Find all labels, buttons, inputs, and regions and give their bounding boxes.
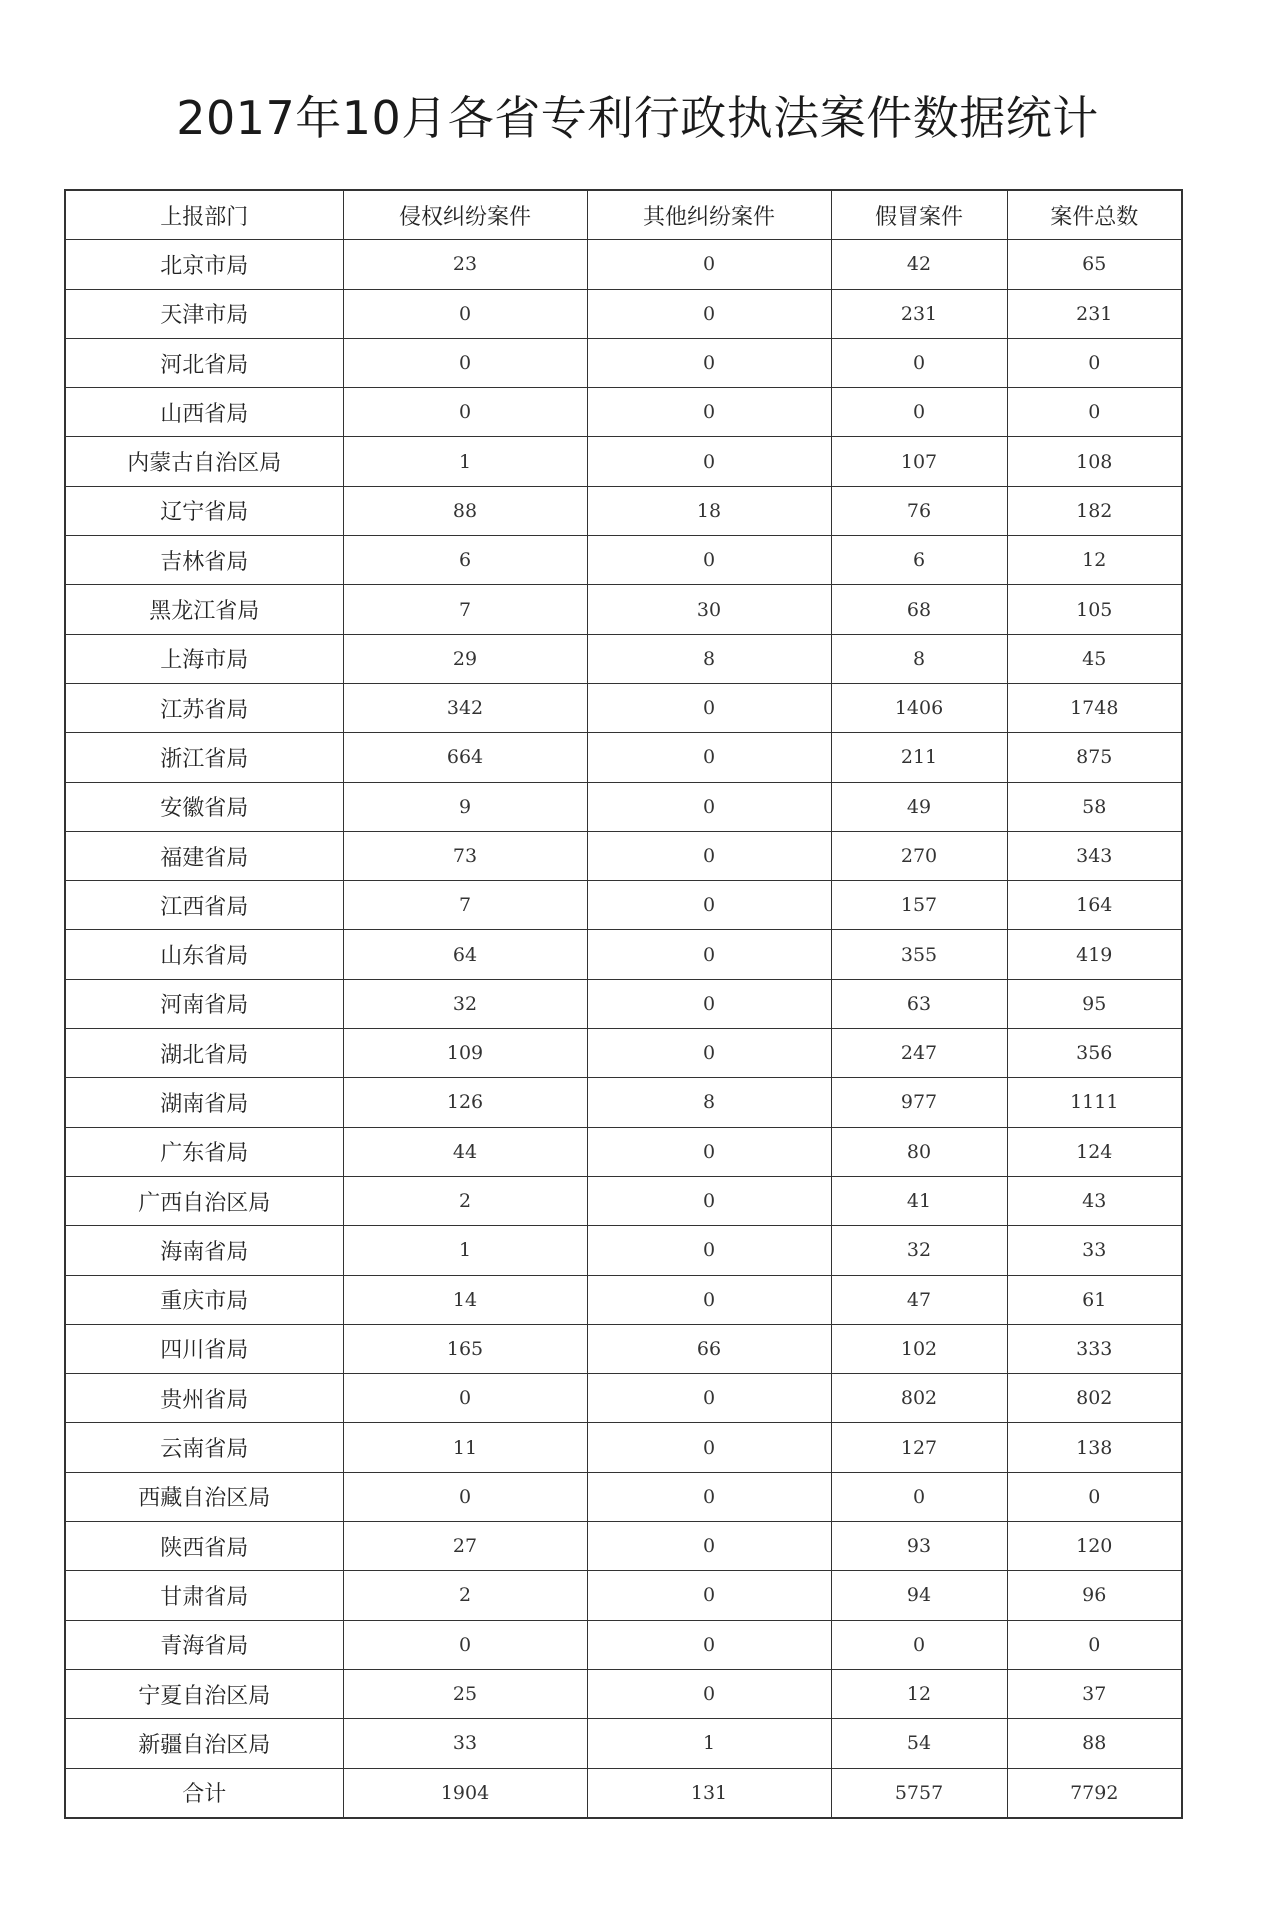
- other-dispute-cell: 66: [587, 1324, 831, 1373]
- table-row: [65, 1719, 1182, 1768]
- table-row: [65, 1275, 1182, 1324]
- counterfeit-cell: 802: [831, 1374, 1007, 1423]
- counterfeit-cell: 42: [831, 240, 1007, 289]
- other-dispute-cell: 0: [587, 1176, 831, 1225]
- table-row: [65, 634, 1182, 683]
- total-cell: 0: [1007, 1472, 1182, 1521]
- table-row: [65, 388, 1182, 437]
- other-dispute-cell: 8: [587, 634, 831, 683]
- department-cell: 上海市局: [65, 634, 343, 683]
- infringement-cell: 0: [343, 338, 587, 387]
- table-row: [65, 1324, 1182, 1373]
- total-cell: 0: [1007, 388, 1182, 437]
- table-row: [65, 1522, 1182, 1571]
- other-dispute-cell: 18: [587, 486, 831, 535]
- infringement-cell: 33: [343, 1719, 587, 1768]
- counterfeit-cell: 0: [831, 1620, 1007, 1669]
- header-total-cases: 案件总数: [1007, 190, 1182, 240]
- department-cell: 海南省局: [65, 1226, 343, 1275]
- stats-table: [64, 189, 1183, 1819]
- table-row: [65, 486, 1182, 535]
- total-cell: 138: [1007, 1423, 1182, 1472]
- department-cell: 吉林省局: [65, 536, 343, 585]
- total-cell: 1748: [1007, 683, 1182, 732]
- total-cell: 1111: [1007, 1078, 1182, 1127]
- counterfeit-cell: 0: [831, 338, 1007, 387]
- other-dispute-cell: 0: [587, 1472, 831, 1521]
- total-cell: 65: [1007, 240, 1182, 289]
- department-cell: 湖南省局: [65, 1078, 343, 1127]
- total-cell: 0: [1007, 1620, 1182, 1669]
- total-cell: 182: [1007, 486, 1182, 535]
- infringement-cell: 0: [343, 1374, 587, 1423]
- total-cell: 12: [1007, 536, 1182, 585]
- department-cell: 黑龙江省局: [65, 585, 343, 634]
- table-header-row: [65, 190, 1182, 240]
- department-cell: 江西省局: [65, 881, 343, 930]
- total-cell: 95: [1007, 979, 1182, 1028]
- infringement-cell: 25: [343, 1669, 587, 1718]
- counterfeit-cell: 1406: [831, 683, 1007, 732]
- counterfeit-cell: 107: [831, 437, 1007, 486]
- infringement-cell: 32: [343, 979, 587, 1028]
- other-dispute-cell: 0: [587, 1029, 831, 1078]
- other-dispute-cell: 0: [587, 881, 831, 930]
- other-dispute-cell: 0: [587, 240, 831, 289]
- other-dispute-cell: 0: [587, 1522, 831, 1571]
- infringement-cell: 126: [343, 1078, 587, 1127]
- counterfeit-cell: 355: [831, 930, 1007, 979]
- other-dispute-cell: 0: [587, 338, 831, 387]
- department-cell: 广东省局: [65, 1127, 343, 1176]
- other-dispute-cell: 0: [587, 1620, 831, 1669]
- total-cell: 96: [1007, 1571, 1182, 1620]
- table-row: [65, 1669, 1182, 1718]
- other-dispute-cell: 0: [587, 437, 831, 486]
- counterfeit-cell: 68: [831, 585, 1007, 634]
- total-cell: 231: [1007, 289, 1182, 338]
- department-cell: 青海省局: [65, 1620, 343, 1669]
- infringement-cell: 14: [343, 1275, 587, 1324]
- table-row: [65, 536, 1182, 585]
- department-cell: 合计: [65, 1768, 343, 1818]
- infringement-cell: 64: [343, 930, 587, 979]
- other-dispute-cell: 0: [587, 831, 831, 880]
- other-dispute-cell: 0: [587, 1423, 831, 1472]
- infringement-cell: 27: [343, 1522, 587, 1571]
- other-dispute-cell: 1: [587, 1719, 831, 1768]
- total-cell: 164: [1007, 881, 1182, 930]
- table-row: [65, 782, 1182, 831]
- department-cell: 贵州省局: [65, 1374, 343, 1423]
- counterfeit-cell: 0: [831, 1472, 1007, 1521]
- counterfeit-cell: 247: [831, 1029, 1007, 1078]
- department-cell: 宁夏自治区局: [65, 1669, 343, 1718]
- department-cell: 江苏省局: [65, 683, 343, 732]
- infringement-cell: 9: [343, 782, 587, 831]
- counterfeit-cell: 127: [831, 1423, 1007, 1472]
- table-row: [65, 1571, 1182, 1620]
- infringement-cell: 1: [343, 1226, 587, 1275]
- table-row: [65, 979, 1182, 1028]
- table-row: [65, 1620, 1182, 1669]
- infringement-cell: 0: [343, 388, 587, 437]
- table-row: [65, 1176, 1182, 1225]
- table-row: [65, 585, 1182, 634]
- department-cell: 西藏自治区局: [65, 1472, 343, 1521]
- table-row: [65, 881, 1182, 930]
- infringement-cell: 6: [343, 536, 587, 585]
- counterfeit-cell: 54: [831, 1719, 1007, 1768]
- other-dispute-cell: 30: [587, 585, 831, 634]
- counterfeit-cell: 157: [831, 881, 1007, 930]
- page-title: 2017年10月各省专利行政执法案件数据统计: [176, 91, 1099, 145]
- table-row: [65, 1374, 1182, 1423]
- total-cell: 419: [1007, 930, 1182, 979]
- infringement-cell: 1: [343, 437, 587, 486]
- infringement-cell: 0: [343, 1472, 587, 1521]
- table-row: [65, 831, 1182, 880]
- department-cell: 河南省局: [65, 979, 343, 1028]
- department-cell: 辽宁省局: [65, 486, 343, 535]
- infringement-cell: 2: [343, 1176, 587, 1225]
- table-row: [65, 1423, 1182, 1472]
- table-row: [65, 437, 1182, 486]
- table-row: [65, 338, 1182, 387]
- other-dispute-cell: 0: [587, 1275, 831, 1324]
- table-row: [65, 1472, 1182, 1521]
- counterfeit-cell: 49: [831, 782, 1007, 831]
- total-cell: 61: [1007, 1275, 1182, 1324]
- infringement-cell: 29: [343, 634, 587, 683]
- department-cell: 广西自治区局: [65, 1176, 343, 1225]
- table-row: [65, 733, 1182, 782]
- total-cell: 124: [1007, 1127, 1182, 1176]
- department-cell: 河北省局: [65, 338, 343, 387]
- infringement-cell: 1904: [343, 1768, 587, 1818]
- table-body: [65, 240, 1182, 1818]
- department-cell: 北京市局: [65, 240, 343, 289]
- infringement-cell: 73: [343, 831, 587, 880]
- header-infringement-cases: 侵权纠纷案件: [343, 190, 587, 240]
- department-cell: 天津市局: [65, 289, 343, 338]
- table-row: [65, 289, 1182, 338]
- other-dispute-cell: 0: [587, 683, 831, 732]
- total-cell: 88: [1007, 1719, 1182, 1768]
- header-department: 上报部门: [65, 190, 343, 240]
- other-dispute-cell: 0: [587, 1127, 831, 1176]
- department-cell: 四川省局: [65, 1324, 343, 1373]
- total-cell: 37: [1007, 1669, 1182, 1718]
- counterfeit-cell: 47: [831, 1275, 1007, 1324]
- infringement-cell: 7: [343, 585, 587, 634]
- infringement-cell: 88: [343, 486, 587, 535]
- department-cell: 山西省局: [65, 388, 343, 437]
- department-cell: 福建省局: [65, 831, 343, 880]
- total-cell: 875: [1007, 733, 1182, 782]
- infringement-cell: 342: [343, 683, 587, 732]
- total-cell: 356: [1007, 1029, 1182, 1078]
- total-cell: 802: [1007, 1374, 1182, 1423]
- infringement-cell: 7: [343, 881, 587, 930]
- total-cell: 43: [1007, 1176, 1182, 1225]
- department-cell: 陕西省局: [65, 1522, 343, 1571]
- other-dispute-cell: 0: [587, 733, 831, 782]
- other-dispute-cell: 0: [587, 1669, 831, 1718]
- other-dispute-cell: 8: [587, 1078, 831, 1127]
- counterfeit-cell: 977: [831, 1078, 1007, 1127]
- table-row: [65, 930, 1182, 979]
- other-dispute-cell: 0: [587, 1571, 831, 1620]
- counterfeit-cell: 32: [831, 1226, 1007, 1275]
- infringement-cell: 0: [343, 289, 587, 338]
- header-counterfeit-cases: 假冒案件: [831, 190, 1007, 240]
- department-cell: 云南省局: [65, 1423, 343, 1472]
- department-cell: 内蒙古自治区局: [65, 437, 343, 486]
- total-cell: 120: [1007, 1522, 1182, 1571]
- department-cell: 甘肃省局: [65, 1571, 343, 1620]
- counterfeit-cell: 5757: [831, 1768, 1007, 1818]
- department-cell: 新疆自治区局: [65, 1719, 343, 1768]
- counterfeit-cell: 12: [831, 1669, 1007, 1718]
- infringement-cell: 165: [343, 1324, 587, 1373]
- counterfeit-cell: 93: [831, 1522, 1007, 1571]
- other-dispute-cell: 0: [587, 782, 831, 831]
- department-cell: 重庆市局: [65, 1275, 343, 1324]
- counterfeit-cell: 231: [831, 289, 1007, 338]
- total-cell: 108: [1007, 437, 1182, 486]
- other-dispute-cell: 0: [587, 289, 831, 338]
- counterfeit-cell: 80: [831, 1127, 1007, 1176]
- counterfeit-cell: 102: [831, 1324, 1007, 1373]
- other-dispute-cell: 0: [587, 536, 831, 585]
- table-total-row: [65, 1768, 1182, 1818]
- counterfeit-cell: 0: [831, 388, 1007, 437]
- total-cell: 33: [1007, 1226, 1182, 1275]
- table-row: [65, 240, 1182, 289]
- infringement-cell: 44: [343, 1127, 587, 1176]
- table-row: [65, 1226, 1182, 1275]
- infringement-cell: 664: [343, 733, 587, 782]
- other-dispute-cell: 0: [587, 388, 831, 437]
- other-dispute-cell: 131: [587, 1768, 831, 1818]
- total-cell: 58: [1007, 782, 1182, 831]
- table-row: [65, 1078, 1182, 1127]
- other-dispute-cell: 0: [587, 1374, 831, 1423]
- counterfeit-cell: 6: [831, 536, 1007, 585]
- other-dispute-cell: 0: [587, 1226, 831, 1275]
- table-row: [65, 1029, 1182, 1078]
- infringement-cell: 2: [343, 1571, 587, 1620]
- total-cell: 7792: [1007, 1768, 1182, 1818]
- total-cell: 105: [1007, 585, 1182, 634]
- counterfeit-cell: 76: [831, 486, 1007, 535]
- department-cell: 浙江省局: [65, 733, 343, 782]
- infringement-cell: 11: [343, 1423, 587, 1472]
- total-cell: 333: [1007, 1324, 1182, 1373]
- department-cell: 山东省局: [65, 930, 343, 979]
- total-cell: 0: [1007, 338, 1182, 387]
- counterfeit-cell: 94: [831, 1571, 1007, 1620]
- counterfeit-cell: 270: [831, 831, 1007, 880]
- department-cell: 湖北省局: [65, 1029, 343, 1078]
- table-row: [65, 683, 1182, 732]
- counterfeit-cell: 41: [831, 1176, 1007, 1225]
- other-dispute-cell: 0: [587, 930, 831, 979]
- infringement-cell: 109: [343, 1029, 587, 1078]
- infringement-cell: 23: [343, 240, 587, 289]
- header-other-dispute-cases: 其他纠纷案件: [587, 190, 831, 240]
- total-cell: 45: [1007, 634, 1182, 683]
- counterfeit-cell: 211: [831, 733, 1007, 782]
- total-cell: 343: [1007, 831, 1182, 880]
- department-cell: 安徽省局: [65, 782, 343, 831]
- other-dispute-cell: 0: [587, 979, 831, 1028]
- table-row: [65, 1127, 1182, 1176]
- infringement-cell: 0: [343, 1620, 587, 1669]
- counterfeit-cell: 8: [831, 634, 1007, 683]
- counterfeit-cell: 63: [831, 979, 1007, 1028]
